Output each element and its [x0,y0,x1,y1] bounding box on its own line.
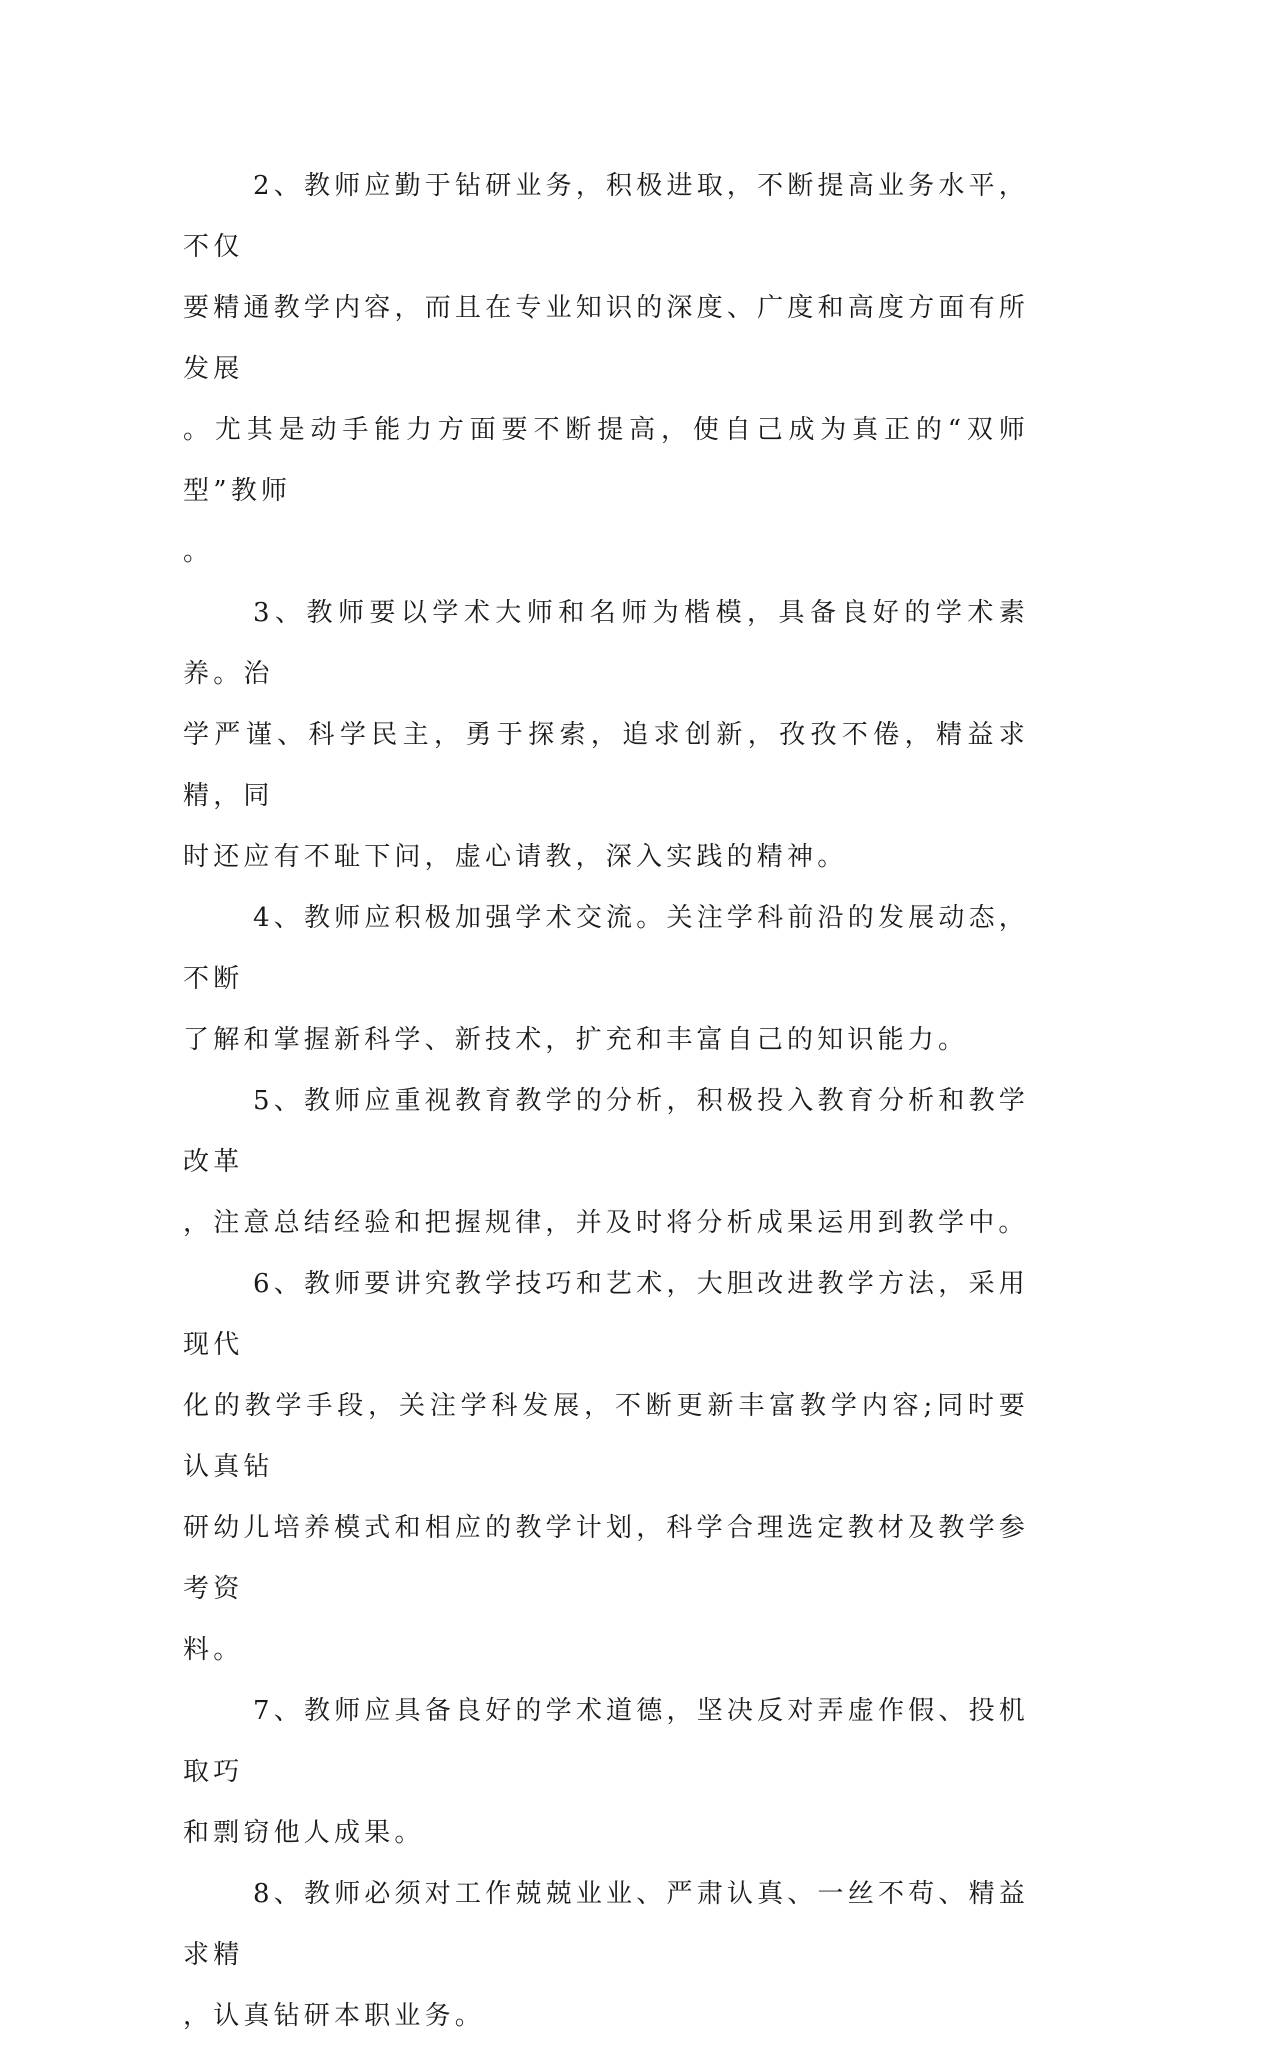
document-body [183,156,1029,2047]
paragraph-item-8: 8、教师必须对工作兢兢业业、严肃认真、一丝不苟、精益求精 ，认真钻研本职业务。 [183,1879,1029,2031]
paragraph-item-2: 2、教师应勤于钻研业务，积极进取，不断提高业务水平，不仅 要精通教学内容，而且在专业知识的深度、广度和高度方面有所发展 。尤其是动手能力方面要不断提高，使自己成为真正的“双师型”教师 。 [183,171,1029,567]
paragraph-item-7: 7、教师应具备良好的学术道德，坚决反对弄虚作假、投机取巧 和剽窃他人成果。 [183,1696,1029,1848]
paragraph-item-5: 5、教师应重视教育教学的分析，积极投入教育分析和教学改革 ，注意总结经验和把握规律，并及时将分析成果运用到教学中。 [183,1086,1029,1238]
paragraph-item-3: 3、教师要以学术大师和名师为楷模，具备良好的学术素养。治 学严谨、科学民主，勇于探索，追求创新，孜孜不倦，精益求精，同 时还应有不耻下问，虚心请教，深入实践的精神。 [183,598,1029,872]
paragraph-item-6: 6、教师要讲究教学技巧和艺术，大胆改进教学方法，采用现代 化的教学手段，关注学科发展，不断更新丰富教学内容;同时要认真钻 研幼儿培养模式和相应的教学计划，科学合理选定教材及教学参考资 料。 [183,1269,1029,1665]
paragraph-item-4: 4、教师应积极加强学术交流。关注学科前沿的发展动态，不断 了解和掌握新科学、新技术，扩充和丰富自己的知识能力。 [183,903,1029,1055]
